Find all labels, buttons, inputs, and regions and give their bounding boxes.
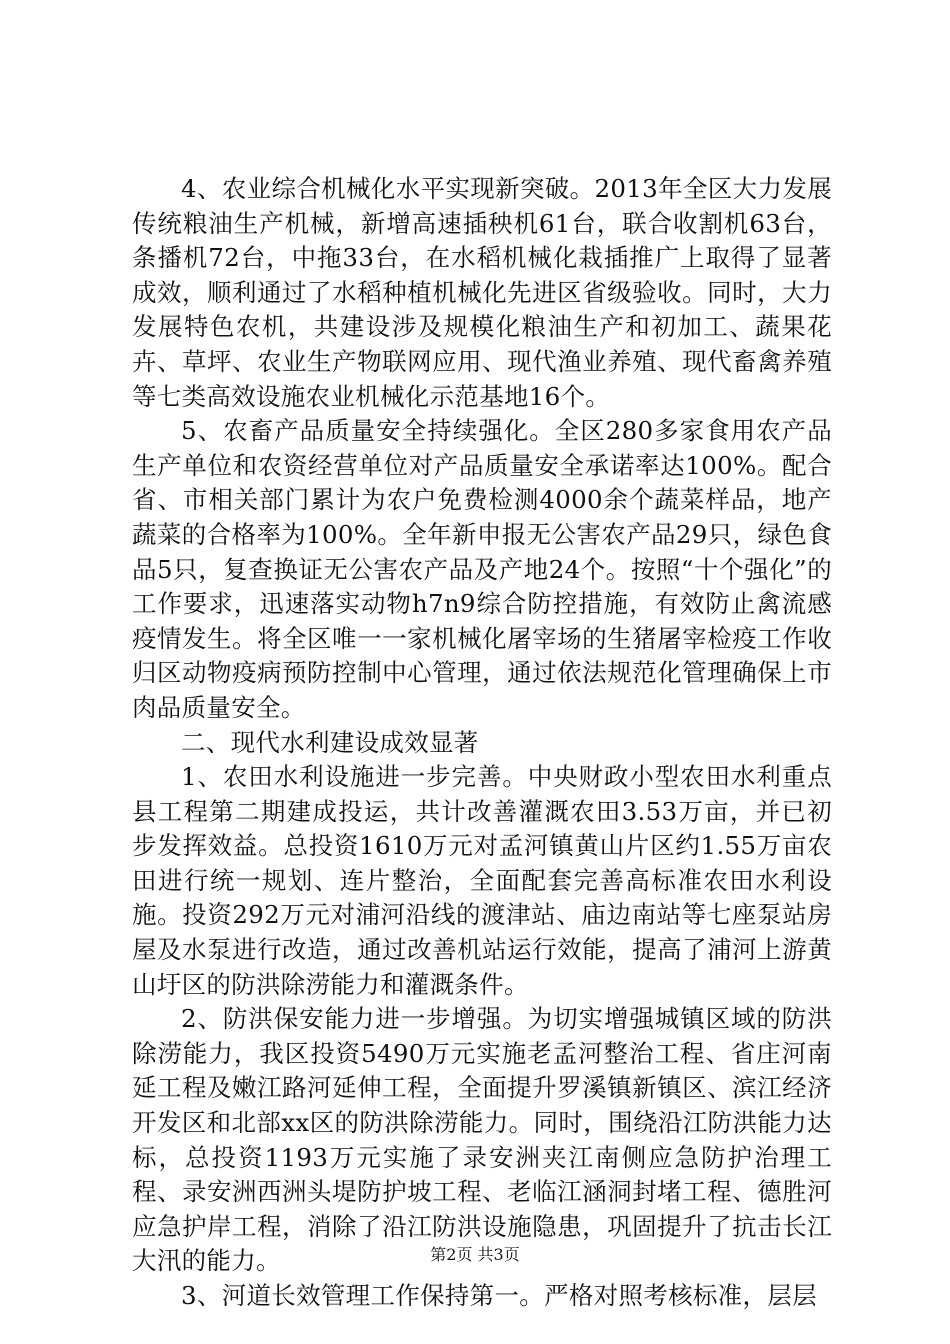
paragraph-river-management: 3、河道长效管理工作保持第一。严格对照考核标准，层层	[181, 1281, 817, 1310]
paragraph-farmland-irrigation: 1、农田水利设施进一步完善。中央财政小型农田水利重点县工程第二期建成投运，共计改善灌溉农田3.53万亩，并已初步发挥效益。总投资1610万元对孟河镇黄山片区约1.55万亩农田进行统一规划、连片整治，全面配套完善高标准农田水利设施。投资292万元对浦河沿线的渡津站、庙边南站等七座泵站房屋及水泵进行改造，通过改善机站运行效能，提高了浦河上游黄山圩区的防洪除涝能力和灌溉条件。	[132, 762, 832, 999]
paragraph-flood-control: 2、防洪保安能力进一步增强。为切实增强城镇区域的防洪除涝能力，我区投资5490万元实施老孟河整治工程、省庄河南延工程及嫩江路河延伸工程，全面提升罗溪镇新镇区、滨江经济开发区和北部xx区的防洪除涝能力。同时，围绕沿江防洪能力达标，总投资1193万元实施了录安洲夹江南侧应急防护治理工程、录安洲西洲头堤防护坡工程、老临江涵洞封堵工程、德胜河应急护岸工程，消除了沿江防洪设施隐患，巩固提升了抗击长江大汛的能力。	[132, 1004, 832, 1276]
paragraph-product-quality: 5、农畜产品质量安全持续强化。全区280多家食用农产品生产单位和农资经营单位对产品质量安全承诺率达100%。配合省、市相关部门累计为农户免费检测4000余个蔬菜样品，地产蔬菜的合格率为100%。全年新申报无公害农产品29只，绿色食品5只，复查换证无公害农产品及产地24个。按照“十个强化”的工作要求，迅速落实动物h7n9综合防控措施，有效防止禽流感疫情发生。将全区唯一一家机械化屠宰场的生猪屠宰检疫工作收归区动物疫病预防控制中心管理，通过依法规范化管理确保上市肉品质量安全。	[132, 416, 832, 722]
page-footer: 第2页 共3页	[430, 1245, 520, 1264]
document-body	[132, 172, 832, 1314]
paragraph-agri-mechanization: 4、农业综合机械化水平实现新突破。2013年全区大力发展传统粮油生产机械，新增高速插秧机61台，联合收割机63台，条播机72台，中拖33台，在水稻机械化栽插推广上取得了显著成效，顺利通过了水稻种植机械化先进区省级验收。同时，大力发展特色农机，共建设涉及规模化粮油生产和初加工、蔬果花卉、草坪、农业生产物联网应用、现代渔业养殖、现代畜禽养殖等七类高效设施农业机械化示范基地16个。	[132, 174, 832, 411]
section-heading-water-conservancy: 二、现代水利建设成效显著	[181, 727, 479, 757]
